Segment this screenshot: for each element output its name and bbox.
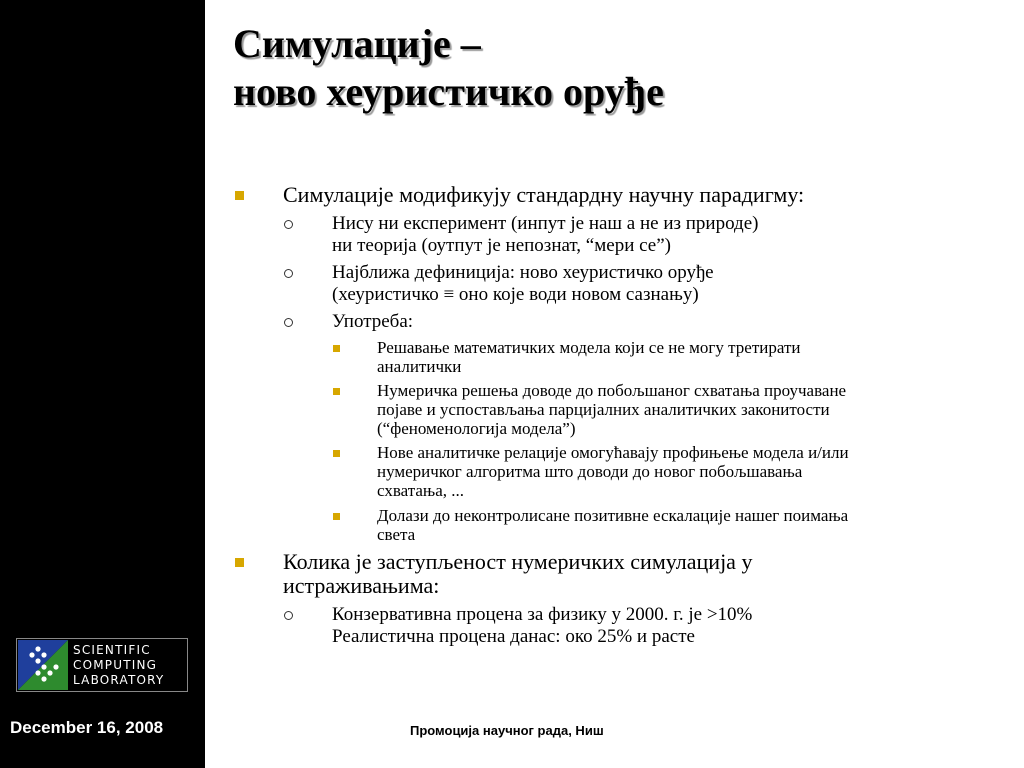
logo-line-2: COMPUTING — [73, 658, 158, 672]
sub-sub-bullet-item — [377, 381, 846, 438]
sub-bullet-item — [332, 311, 413, 333]
sub-sub-bullet-text: појаве и успостављања парцијалних аналитичких законитости — [377, 400, 830, 419]
sub-bullet-text: ни теорија (оутпут је непознат, “мери се”) — [332, 235, 671, 256]
sub-sub-bullet-text: (“феноменологија модела”) — [377, 419, 576, 438]
bullet-text: Симулације модификују стандардну научну парадигму: — [283, 182, 805, 207]
square-bullet-icon — [333, 388, 340, 395]
square-bullet-icon — [333, 513, 340, 520]
bullet-text: Колика је заступљеност нумеричких симулација у — [283, 549, 753, 574]
sub-sub-bullet-text: Нумеричка решења доводе до побољшаног схватања проучаване — [377, 381, 847, 400]
sub-bullet-item — [332, 604, 752, 648]
scl-logo — [16, 638, 188, 692]
sub-bullet-text: Реалистична процена данас: око 25% и расте — [332, 626, 695, 647]
title-line-2: ново хеуристичко оруђе — [233, 69, 664, 114]
bullet-item — [283, 550, 752, 598]
bullet-item — [283, 183, 804, 207]
sub-sub-bullet-text: Решавање математичких модела који се не могу третирати — [377, 338, 801, 357]
circle-bullet-icon — [284, 220, 293, 229]
sub-sub-bullet-text: нумеричког алгоритма што доводи до новог побољшавања — [377, 462, 803, 481]
slide-title — [233, 20, 993, 116]
square-bullet-icon — [333, 345, 340, 352]
sub-sub-bullet-item — [377, 338, 800, 376]
circle-bullet-icon — [284, 611, 293, 620]
sub-bullet-text: Најближа дефиниција: ново хеуристичко оруђе — [332, 262, 714, 283]
sub-bullet-text: (хеуристичко ≡ оно које води новом сазнању) — [332, 284, 699, 305]
scl-dots-logo-icon — [18, 640, 68, 690]
title-line-1: Симулације – — [233, 21, 481, 66]
logo-wordmark — [73, 643, 164, 688]
square-bullet-icon — [333, 450, 340, 457]
sub-bullet-text: Конзервативна процена за физику у 2000. г. је >10% — [332, 604, 753, 625]
bullet-text: истраживањима: — [283, 573, 440, 598]
sub-sub-bullet-text: схватања, ... — [377, 481, 465, 500]
sub-bullet-item — [332, 213, 758, 257]
footer-caption: Промоција научног рада, Ниш — [410, 723, 604, 738]
logo-line-3: LABORATORY — [73, 673, 165, 687]
sub-sub-bullet-text: Нове аналитичке релације омогућавају профињење модела и/или — [377, 443, 849, 462]
sub-sub-bullet-text: света — [377, 525, 416, 544]
logo-line-1: SCIENTIFIC — [73, 643, 151, 657]
circle-bullet-icon — [284, 269, 293, 278]
sub-sub-bullet-text: аналитички — [377, 357, 462, 376]
footer-date: December 16, 2008 — [10, 718, 164, 737]
circle-bullet-icon — [284, 318, 293, 327]
sub-bullet-item — [332, 262, 714, 306]
sub-sub-bullet-item — [377, 506, 848, 544]
sub-bullet-text: Употреба: — [332, 311, 414, 332]
sub-bullet-text: Нису ни експеримент (инпут је наш а не из природе) — [332, 213, 759, 234]
square-bullet-icon — [235, 191, 244, 200]
sub-sub-bullet-item — [377, 443, 849, 500]
sub-sub-bullet-text: Долази до неконтролисане позитивне ескалације нашег поимања — [377, 506, 849, 525]
square-bullet-icon — [235, 558, 244, 567]
